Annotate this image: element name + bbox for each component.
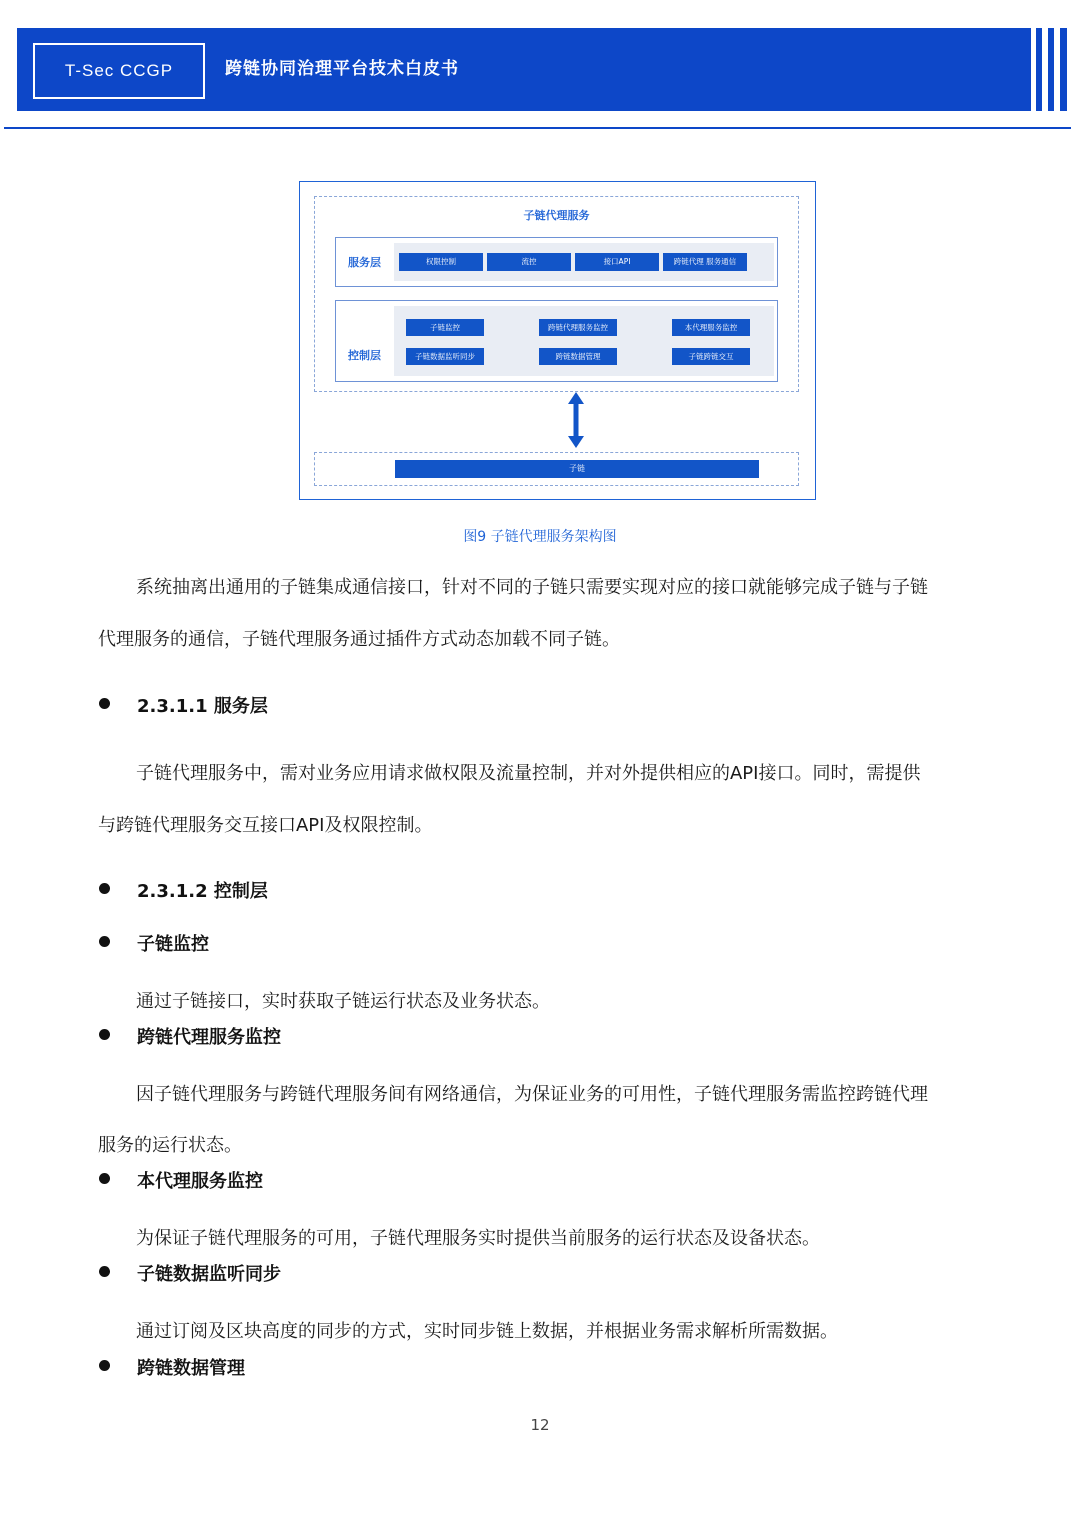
- service-layer-inner: [394, 243, 774, 281]
- bullet-icon: [99, 698, 110, 709]
- control-chip: 子链跨链交互: [672, 348, 750, 365]
- section-heading: 2.3.1.1 服务层: [137, 696, 268, 717]
- control-chip: 子链监控: [406, 319, 484, 336]
- control-chip: 跨链数据管理: [539, 348, 617, 365]
- bullet-icon: [99, 936, 110, 947]
- paragraph-line: 与跨链代理服务交互接口API及权限控制。: [98, 815, 433, 836]
- service-chip: 权限控制: [399, 253, 483, 271]
- paragraph-line: 通过订阅及区块高度的同步的方式，实时同步链上数据，并根据业务需求解析所需数据。: [136, 1321, 838, 1342]
- header-banner: [17, 28, 1031, 111]
- header-stripe: [1060, 28, 1067, 111]
- section-heading: 2.3.1.2 控制层: [137, 881, 268, 902]
- chain-container: [314, 452, 799, 486]
- brand-box: [33, 43, 205, 99]
- paragraph-line: 子链代理服务中，需对业务应用请求做权限及流量控制，并对外提供相应的API接口。同时，需提供: [136, 763, 921, 784]
- document-title: 跨链协同治理平台技术白皮书: [225, 59, 459, 79]
- header-stripe: [1048, 28, 1054, 111]
- control-layer-box: [335, 300, 778, 382]
- header-rule: [4, 127, 1071, 129]
- service-layer-box: [335, 237, 778, 287]
- paragraph-line: 因子链代理服务与跨链代理服务间有网络通信，为保证业务的可用性，子链代理服务需监控跨链代理: [136, 1084, 928, 1105]
- service-title: 子链代理服务: [523, 209, 590, 222]
- paragraph-line: 系统抽离出通用的子链集成通信接口，针对不同的子链只需要实现对应的接口就能够完成子链与子链: [136, 577, 928, 598]
- service-chip: 跨链代理 服务通信: [663, 253, 747, 271]
- paragraph-line: 为保证子链代理服务的可用，子链代理服务实时提供当前服务的运行状态及设备状态。: [136, 1228, 820, 1249]
- item-heading: 子链监控: [137, 934, 209, 955]
- paragraph-line: 代理服务的通信，子链代理服务通过插件方式动态加载不同子链。: [98, 629, 620, 650]
- control-layer-inner: [394, 306, 774, 376]
- service-container: [314, 196, 799, 392]
- page-number: 12: [530, 1416, 550, 1434]
- bullet-icon: [99, 883, 110, 894]
- bullet-icon: [99, 1029, 110, 1040]
- control-chip: 跨链代理服务监控: [539, 319, 617, 336]
- header-stripe: [1036, 28, 1042, 111]
- item-heading: 跨链代理服务监控: [137, 1027, 281, 1048]
- item-heading: 子链数据监听同步: [137, 1264, 281, 1285]
- control-chip: 子链数据监听同步: [406, 348, 484, 365]
- item-heading: 跨链数据管理: [137, 1358, 245, 1379]
- brand-text: T-Sec CCGP: [64, 61, 174, 80]
- control-chip: 本代理服务监控: [672, 319, 750, 336]
- figure-caption: 图9 子链代理服务架构图: [463, 529, 617, 545]
- paragraph-line: 服务的运行状态。: [98, 1135, 242, 1156]
- paragraph-line: 通过子链接口，实时获取子链运行状态及业务状态。: [136, 991, 550, 1012]
- double-arrow-icon: [568, 392, 584, 448]
- service-chip: 流控: [487, 253, 571, 271]
- chain-bar: 子链: [395, 460, 759, 478]
- bullet-icon: [99, 1173, 110, 1184]
- service-layer-label: 服务层: [348, 256, 381, 269]
- bullet-icon: [99, 1266, 110, 1277]
- service-chip: 接口API: [575, 253, 659, 271]
- bullet-icon: [99, 1360, 110, 1371]
- item-heading: 本代理服务监控: [137, 1171, 263, 1192]
- architecture-figure: [299, 181, 816, 500]
- control-layer-label: 控制层: [348, 349, 381, 362]
